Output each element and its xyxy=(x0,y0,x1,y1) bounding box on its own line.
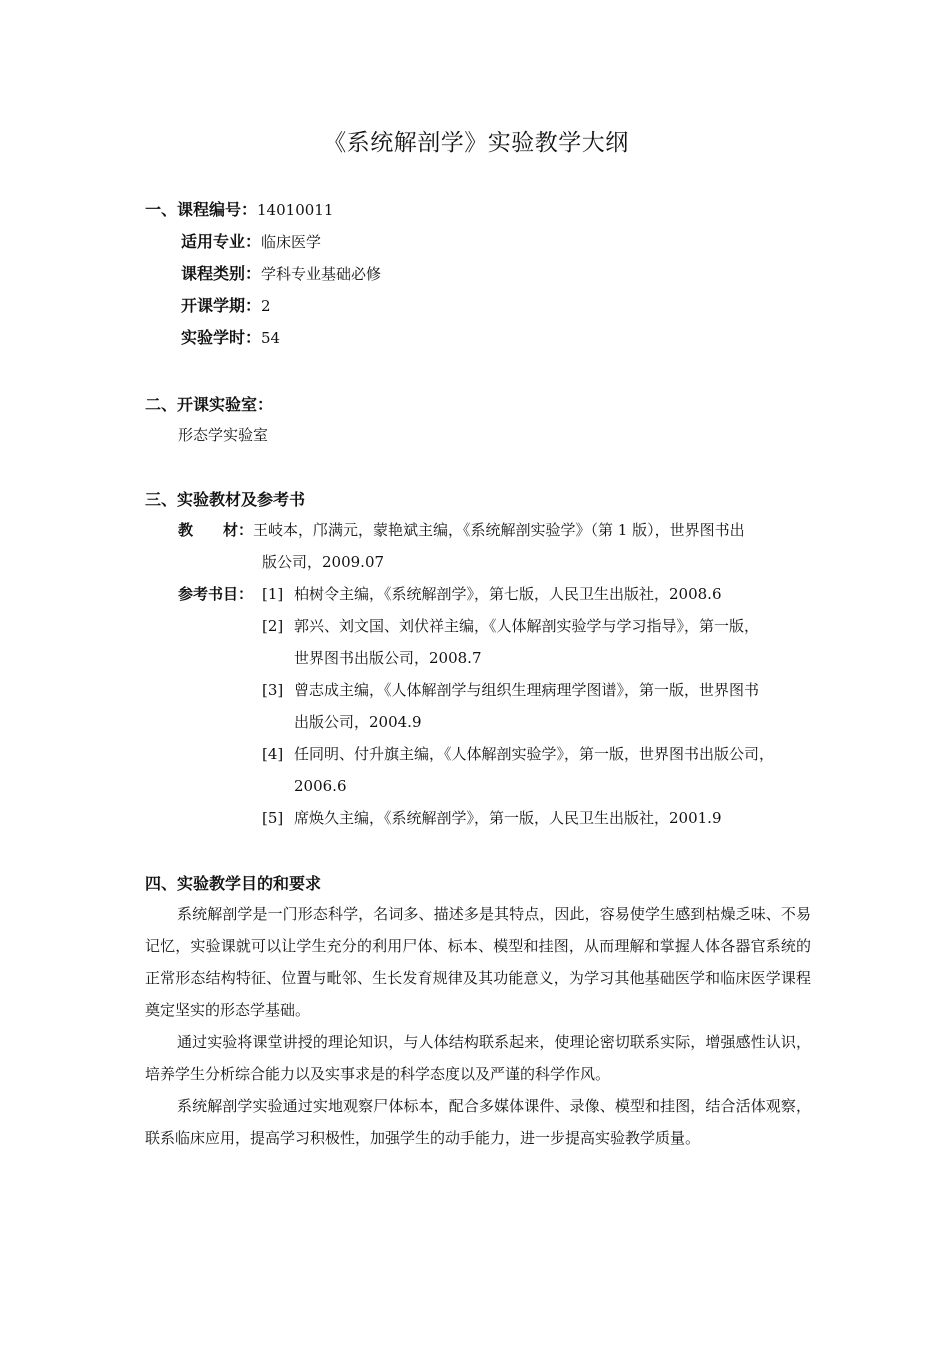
course-code-line xyxy=(145,200,333,220)
reference-number: [1] xyxy=(262,585,284,603)
section1-heading-label: 一、课程编号： xyxy=(145,200,258,219)
section3-heading: 三、实验教材及参考书 xyxy=(145,490,306,509)
document-title: 《系统解剖学》实验教学大纲 xyxy=(323,130,629,156)
major-line xyxy=(181,232,321,252)
reference-number: [3] xyxy=(262,681,284,699)
reference-text-cont: 出版公司，2004.9 xyxy=(294,713,422,731)
reference-item xyxy=(262,578,810,610)
major-value: 临床医学 xyxy=(261,233,322,251)
term-label: 开课学期： xyxy=(181,296,262,315)
paragraph: 系统解剖学是一门形态科学，名词多、描述多是其特点，因此，容易使学生感到枯燥乏味、不易记忆，实验课就可以让学生充分的利用尸体、标本、模型和挂图，从而理解和掌握人体各器官系统的正常形态结构特征、位置与毗邻、生长发育规律及其功能意义，为学习其他基础医学和临床医学课程奠定坚实的形态学基础。 xyxy=(145,905,811,1019)
reference-text: 任同明、付升旗主编，《人体解剖实验学》，第一版，世界图书出版公司， xyxy=(294,745,775,763)
textbook-text-1: 王岐本，邝满元，蒙艳斌主编，《系统解剖实验学》（第 1 版），世界图书出 xyxy=(253,521,745,539)
reference-text-cont: 世界图书出版公司，2008.7 xyxy=(294,649,482,667)
hours-label: 实验学时： xyxy=(181,328,262,347)
reference-item xyxy=(262,610,810,674)
term-value: 2 xyxy=(261,297,271,315)
lab-name: 形态学实验室 xyxy=(178,426,269,444)
textbook-text-2: 版公司，2009.07 xyxy=(262,553,385,571)
section2-heading: 二、开课实验室： xyxy=(145,395,274,414)
course-type-label: 课程类别： xyxy=(181,264,262,283)
reference-number: [2] xyxy=(262,617,284,635)
reference-text: 席焕久主编，《系统解剖学》，第一版，人民卫生出版社，2001.9 xyxy=(294,809,722,827)
reference-text: 柏树令主编，《系统解剖学》，第七版，人民卫生出版社，2008.6 xyxy=(294,585,722,603)
section4-heading: 四、实验教学目的和要求 xyxy=(145,874,322,893)
reference-text-cont: 2006.6 xyxy=(294,777,347,795)
reference-number: [5] xyxy=(262,809,284,827)
major-label: 适用专业： xyxy=(181,232,262,251)
reference-text: 郭兴、刘文国、刘伏祥主编，《人体解剖实验学与学习指导》，第一版， xyxy=(294,617,760,635)
course-type-value: 学科专业基础必修 xyxy=(261,265,382,283)
reference-item xyxy=(262,802,810,834)
term-line xyxy=(181,296,271,316)
reference-item xyxy=(262,674,810,738)
course-type-line xyxy=(181,264,381,284)
refs-label-text: 参考书目： xyxy=(178,585,254,603)
reference-number: [4] xyxy=(262,745,284,763)
refs-label xyxy=(178,584,253,604)
textbook-label: 教 材： xyxy=(178,521,254,539)
textbook-line xyxy=(178,520,745,540)
course-code-value: 14010011 xyxy=(257,201,334,219)
reference-item xyxy=(262,738,810,802)
reference-text: 曾志成主编，《人体解剖学与组织生理病理学图谱》，第一版，世界图书 xyxy=(294,681,760,699)
paragraph: 通过实验将课堂讲授的理论知识，与人体结构联系起来，使理论密切联系实际，增强感性认识，培养学生分析综合能力以及实事求是的科学态度以及严谨的科学作风。 xyxy=(145,1033,811,1083)
hours-line xyxy=(181,328,280,348)
hours-value: 54 xyxy=(261,329,281,347)
paragraph: 系统解剖学实验通过实地观察尸体标本，配合多媒体课件、录像、模型和挂图，结合活体观察，联系临床应用，提高学习积极性，加强学生的动手能力，进一步提高实验教学质量。 xyxy=(145,1097,811,1147)
